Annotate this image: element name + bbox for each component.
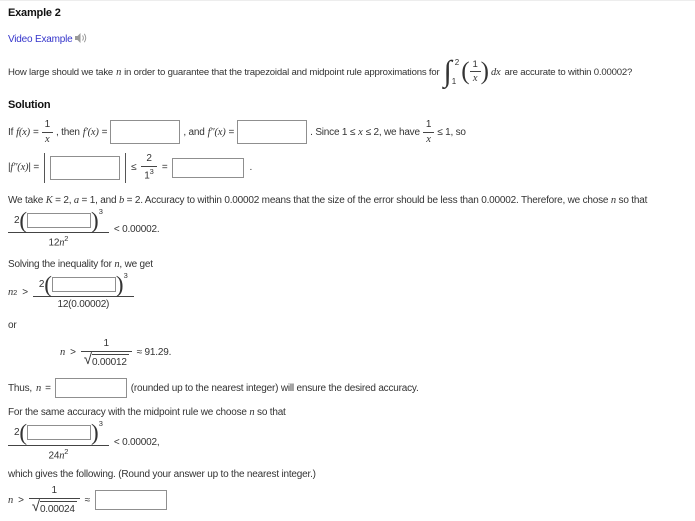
reciprocal-sqrt-fraction [81, 337, 132, 370]
midpoint-intro-line [8, 407, 687, 418]
abs-bar-right [125, 153, 126, 183]
text-same-accuracy: For the same accuracy with the midpoint rule we choose [8, 407, 247, 419]
equals-sign: = [45, 382, 51, 394]
text-and: , and [183, 126, 205, 138]
trap-error-numerator-input[interactable] [27, 213, 91, 228]
text-so-that: so that [257, 407, 286, 419]
greater-than-sign: > [70, 347, 76, 359]
text-eq1: = 1, and [81, 194, 117, 206]
integral-sign: ∫ [443, 55, 452, 89]
var-n: n [59, 449, 65, 461]
comparison-text: < 0.00002, [113, 436, 160, 448]
fraction-denominator [29, 498, 80, 516]
den-coef: 24 [48, 449, 60, 461]
var-n: n [610, 194, 616, 206]
var-x: x [358, 126, 363, 138]
fraction-numerator: 1 [103, 337, 109, 349]
comparison-text: < 0.00002. [113, 224, 160, 236]
midpoint-error-numerator-input[interactable] [27, 425, 91, 440]
text-so: ≤ 1, so [437, 126, 466, 138]
solving-inequality-line [8, 259, 687, 270]
less-equal-sign: ≤ [130, 162, 137, 174]
frac-den: x [423, 132, 434, 146]
sqrt-expression [31, 498, 77, 516]
var-a: a [73, 194, 79, 206]
fraction-denominator [8, 232, 109, 249]
n-bound-trapezoidal [60, 337, 687, 370]
close-paren: ) [115, 271, 124, 297]
cube-exponent: 3 [123, 270, 128, 280]
greater-than-sign: > [18, 494, 24, 506]
integral-upper-limit: 2 [454, 58, 460, 67]
integrand-fraction [470, 59, 481, 85]
n-bound-midpoint [8, 484, 687, 517]
open-paren: ( [461, 58, 470, 86]
var-n: n [8, 494, 14, 506]
fraction-one-over-x [42, 119, 53, 146]
f-prime-input[interactable] [110, 120, 180, 144]
var-f-double-prime: f″(x) [207, 126, 226, 138]
cube-exponent: 3 [98, 206, 103, 216]
den-exponent: 2 [64, 234, 69, 244]
question-part1: How large should we take [8, 66, 114, 78]
error-fraction [8, 206, 109, 250]
sqrt-expression [83, 351, 129, 369]
fraction-denominator: 12(0.00002) [33, 296, 134, 311]
midpoint-n-input[interactable] [95, 490, 167, 510]
radical-sign: √ [83, 351, 92, 369]
text-if: If [8, 126, 14, 138]
question-text [8, 57, 687, 87]
frac-den [141, 166, 157, 182]
coefficient: 2 [38, 278, 45, 290]
text-we-get: , we get [119, 258, 153, 270]
period: . [249, 162, 253, 174]
var-n: n [249, 407, 255, 419]
text-we-have: ≤ 2, we have [365, 126, 420, 138]
which-gives-line: which gives the following. (Round your answer up to the nearest integer.) [8, 468, 316, 480]
integral-expression [444, 57, 501, 87]
trapezoidal-error-inequality [8, 206, 687, 250]
fraction-numerator: 1 [51, 484, 57, 496]
text-thus: Thus, [8, 382, 33, 394]
close-paren: ) [91, 420, 99, 446]
integrand-denominator: x [470, 71, 481, 85]
den-base: 1 [144, 170, 150, 182]
thus-n-line [8, 378, 687, 398]
var-n: n [116, 66, 122, 78]
video-example-link[interactable]: Video Example [8, 34, 73, 45]
text-then: , then [55, 126, 80, 138]
var-n: n [36, 382, 42, 394]
var-b: b [118, 194, 125, 206]
error-fraction [8, 419, 109, 462]
trapezoidal-n-input[interactable] [55, 378, 127, 398]
text-we-take: We take [8, 194, 44, 206]
equals-sign: = [161, 162, 168, 174]
square-exponent: 2 [13, 287, 18, 297]
text-so-that: so that [618, 194, 648, 206]
question-part3: are accurate to within 0.00002? [504, 66, 633, 78]
question-part2: in order to guarantee that the trapezoidal and midpoint rule approximations for [124, 66, 440, 78]
midpoint-error-inequality [8, 419, 687, 462]
cube-exponent: 3 [98, 419, 103, 429]
open-paren: ( [19, 207, 28, 233]
frac-num: 1 [425, 119, 432, 130]
text-since: . Since 1 ≤ [310, 126, 356, 138]
n-squared-lhs [8, 287, 17, 298]
frac-den: x [42, 132, 53, 146]
var-f-prime: f′(x) [82, 126, 99, 138]
var-f-double-prime: f″(x) [10, 162, 29, 174]
den-exponent: 2 [64, 446, 69, 456]
integral-limits [452, 57, 459, 87]
f-double-prime-input[interactable] [237, 120, 307, 144]
abs-bar-left [44, 153, 45, 183]
n-squared-inequality [8, 270, 687, 311]
k-a-b-line [8, 195, 687, 206]
frac-num: 2 [146, 153, 152, 165]
equals-sign: = [228, 126, 235, 138]
var-fx: f(x) [16, 126, 30, 138]
abs-bar: | [8, 162, 11, 174]
speaker-icon[interactable] [74, 32, 88, 47]
var-n: n [8, 286, 14, 298]
integrand-numerator: 1 [472, 58, 478, 70]
text-eq2: = 2, [55, 194, 72, 206]
close-paren: ) [480, 58, 489, 86]
fraction-denominator [81, 351, 132, 369]
abs-f-double-prime-label [8, 162, 39, 173]
var-n: n [60, 347, 66, 359]
coefficient: 2 [14, 214, 20, 226]
abs-f-double-prime-input[interactable] [50, 156, 120, 180]
radicand: 0.00024 [40, 501, 77, 516]
solution-heading: Solution [8, 99, 51, 111]
fraction-two-over-one-cubed [141, 153, 157, 181]
fraction-denominator [8, 445, 109, 462]
bound-value-input[interactable] [172, 158, 244, 178]
fraction-one-over-x [423, 119, 434, 146]
fraction-numerator [33, 270, 134, 297]
or-line: or [8, 319, 17, 331]
close-paren: ) [91, 207, 99, 233]
abs-bar-equals: | = [28, 162, 39, 174]
text-accuracy: = 2. Accuracy to within 0.00002 means that the size of the error should be less than 0.00002. Therefore, we chose [126, 194, 609, 206]
open-paren: ( [44, 271, 52, 297]
derivatives-line [8, 119, 687, 146]
open-paren: ( [19, 420, 28, 446]
greater-than-sign: > [22, 286, 28, 298]
inequality-fraction [33, 270, 134, 311]
radical-sign: √ [31, 498, 40, 516]
video-example-row [8, 32, 687, 47]
page-title: Example 2 [8, 7, 61, 19]
equals-sign: = [101, 126, 108, 138]
frac-num: 1 [44, 119, 50, 130]
equals-sign: = [32, 126, 39, 138]
integral-lower-limit: 1 [451, 77, 457, 86]
fraction-numerator [8, 419, 109, 446]
fraction-numerator [8, 206, 109, 233]
inequality-numerator-input[interactable] [52, 277, 116, 292]
approx-value: ≈ 91.29. [136, 347, 172, 359]
second-derivative-bound-line [8, 153, 687, 183]
var-n: n [59, 237, 65, 249]
dx-differential: dx [490, 66, 501, 78]
text-rounded: (rounded up to the nearest integer) will ensure the desired accuracy. [130, 382, 419, 394]
text-solving: Solving the inequality for [8, 258, 112, 270]
var-n: n [114, 258, 120, 270]
den-exponent: 3 [149, 166, 154, 176]
den-coef: 12 [48, 237, 60, 249]
radicand: 0.00012 [92, 354, 129, 369]
approx-sign: ≈ [84, 494, 90, 506]
var-K: K [45, 194, 53, 206]
reciprocal-sqrt-fraction [29, 484, 80, 517]
coefficient: 2 [14, 427, 20, 439]
